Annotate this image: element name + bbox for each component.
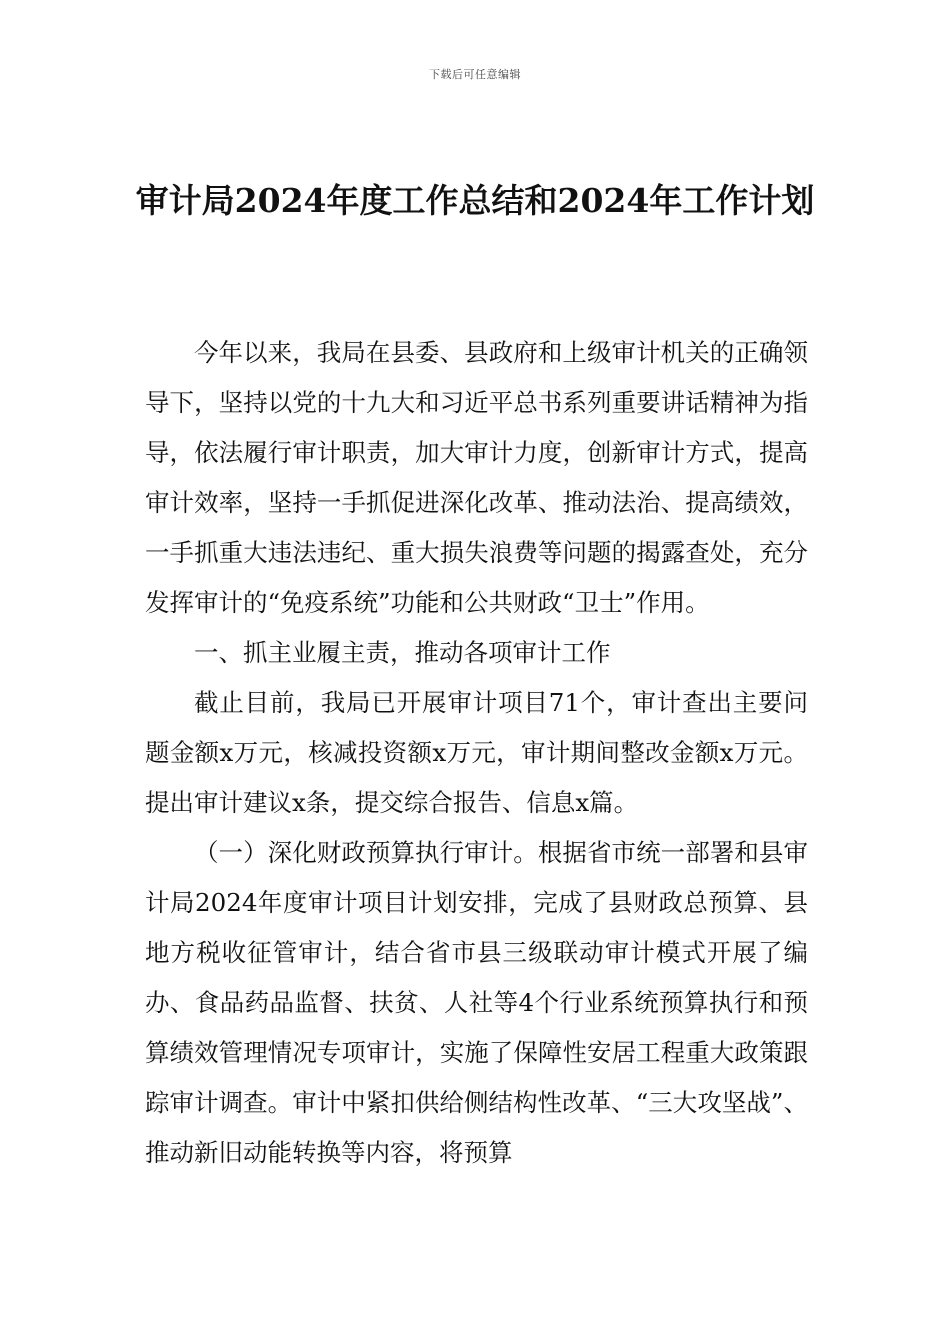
document-title: 审计局2024年度工作总结和2024年工作计划	[135, 181, 815, 220]
paragraph-subsection-1: （一）深化财政预算执行审计。根据省市统一部署和县审计局2024年度审计项目计划安排，完成了县财政总预算、县地方税收征管审计，结合省市县三级联动审计模式开展了编办、食品药品监督、扶贫、人社等4个行业系统预算执行和预算绩效管理情况专项审计，实施了保障性安居工程重大政策跟踪审计调查。审计中紧扣供给侧结构性改革、“三大攻坚战”、推动新旧动能转换等内容，将预算	[145, 838, 808, 1167]
header-note: 下载后可任意编辑	[429, 68, 521, 81]
document-body	[145, 328, 808, 1178]
paragraph-summary: 截止目前，我局已开展审计项目71个，审计查出主要问题金额x万元，核减投资额x万元，审计期间整改金额x万元。提出审计建议x条，提交综合报告、信息x篇。	[145, 688, 808, 817]
section-heading-1: 一、抓主业履主责，推动各项审计工作	[194, 638, 611, 667]
paragraph-intro: 今年以来，我局在县委、县政府和上级审计机关的正确领导下，坚持以党的十九大和习近平总书系列重要讲话精神为指导，依法履行审计职责，加大审计力度，创新审计方式，提高审计效率，坚持一手抓促进深化改革、推动法治、提高绩效，一手抓重大违法违纪、重大损失浪费等问题的揭露查处，充分发挥审计的“免疫系统”功能和公共财政“卫士”作用。	[145, 338, 808, 617]
